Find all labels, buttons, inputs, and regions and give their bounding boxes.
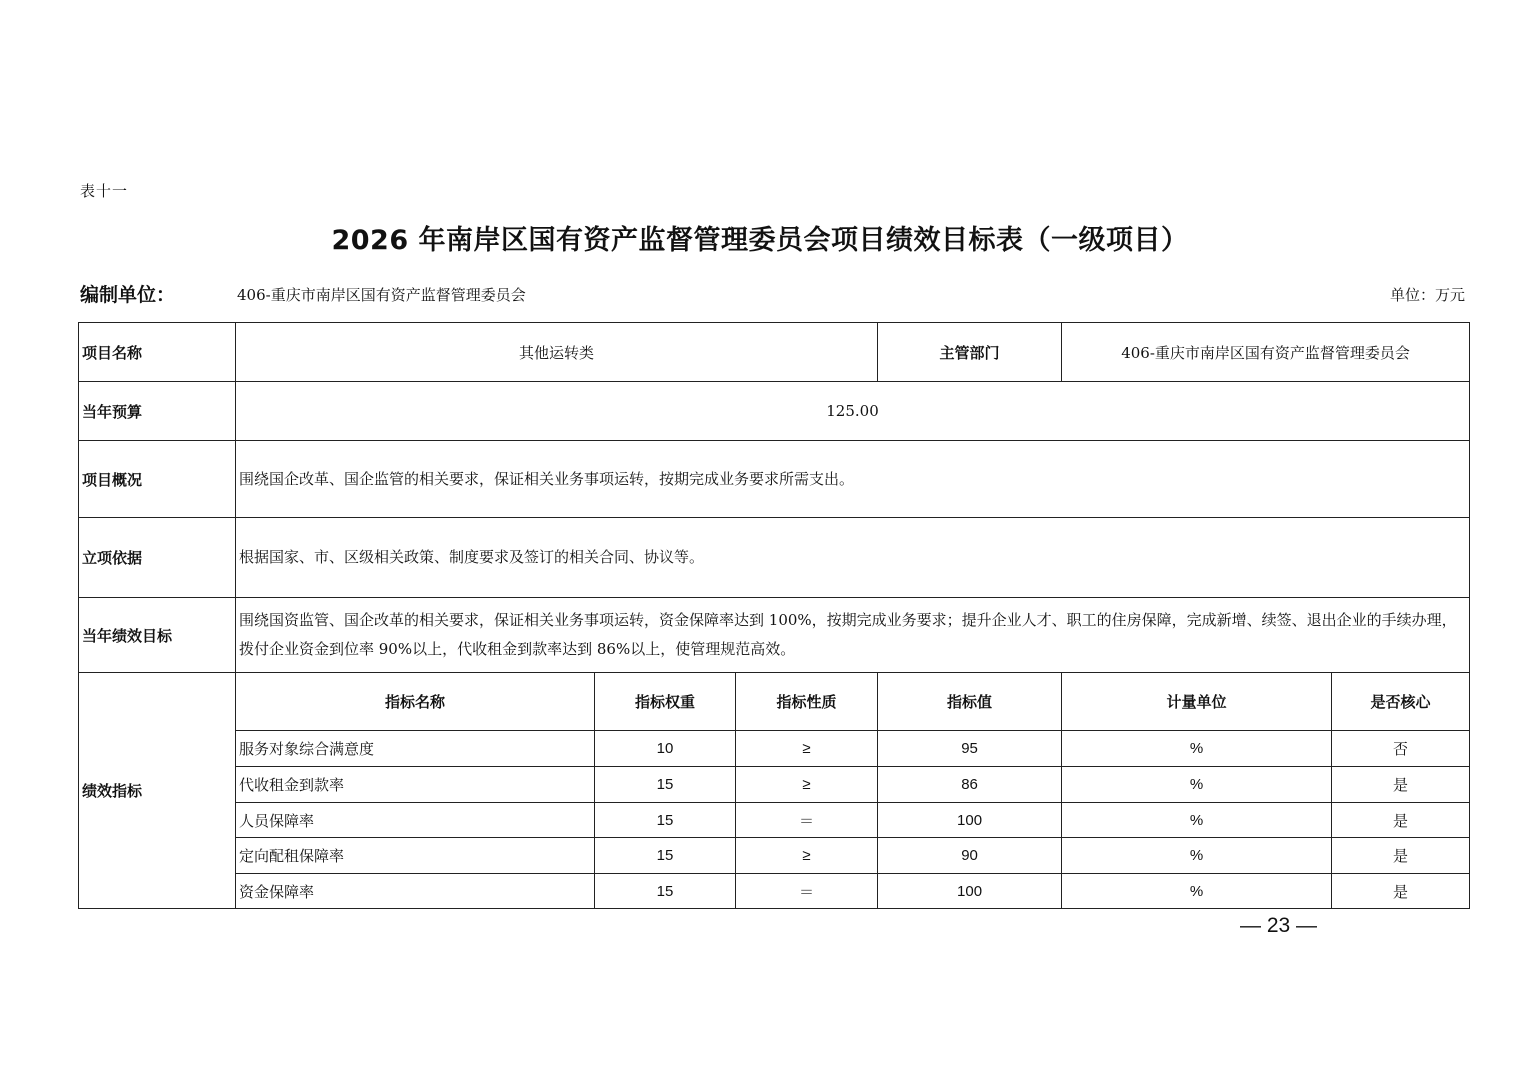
indicator-unit: % xyxy=(1062,874,1332,909)
indicator-nature: ＝ xyxy=(736,874,878,909)
indicator-nature: ≥ xyxy=(736,838,878,874)
indicator-unit: % xyxy=(1062,838,1332,874)
header-weight: 指标权重 xyxy=(595,673,736,731)
basis-value: 根据国家、市、区级相关政策、制度要求及签订的相关合同、协议等。 xyxy=(236,518,1470,598)
header-value: 指标值 xyxy=(878,673,1062,731)
table-row xyxy=(79,838,1470,874)
indicator-weight: 15 xyxy=(595,838,736,874)
indicator-name: 服务对象综合满意度 xyxy=(236,731,595,767)
header-indicator-name: 指标名称 xyxy=(236,673,595,731)
indicator-value: 90 xyxy=(878,838,1062,874)
indicator-core: 是 xyxy=(1332,838,1470,874)
project-name-value: 其他运转类 xyxy=(236,323,878,382)
indicator-value: 100 xyxy=(878,803,1062,838)
budget-label: 当年预算 xyxy=(79,382,236,441)
indicator-name: 代收租金到款率 xyxy=(236,767,595,803)
indicator-unit: % xyxy=(1062,731,1332,767)
table-row xyxy=(79,731,1470,767)
indicator-weight: 15 xyxy=(595,874,736,909)
compiling-unit-label: 编制单位： xyxy=(80,284,176,306)
row-budget xyxy=(79,382,1470,441)
indicator-weight: 10 xyxy=(595,731,736,767)
page-title: 2026 年南岸区国有资产监督管理委员会项目绩效目标表（一级项目） xyxy=(331,225,1189,256)
project-name-label: 项目名称 xyxy=(79,323,236,382)
table-row xyxy=(79,767,1470,803)
indicator-core: 是 xyxy=(1332,803,1470,838)
indicator-unit: % xyxy=(1062,767,1332,803)
basis-label: 立项依据 xyxy=(79,518,236,598)
table-row xyxy=(79,803,1470,838)
indicator-name: 人员保障率 xyxy=(236,803,595,838)
indicator-unit: % xyxy=(1062,803,1332,838)
indicator-value: 86 xyxy=(878,767,1062,803)
department-label: 主管部门 xyxy=(878,323,1062,382)
indicator-nature: ＝ xyxy=(736,803,878,838)
indicator-name: 定向配租保障率 xyxy=(236,838,595,874)
row-project-name xyxy=(79,323,1470,382)
goal-value: 围绕国资监管、国企改革的相关要求，保证相关业务事项运转，资金保障率达到 100%，按期完成业务要求；提升企业人才、职工的住房保障，完成新增、续签、退出企业的手续办理，拨付企业资金到位率 90%以上，代收租金到款率达到 86%以上，使管理规范高效。 xyxy=(236,598,1470,673)
indicator-nature: ≥ xyxy=(736,767,878,803)
compiling-unit-value: 406-重庆市南岸区国有资产监督管理委员会 xyxy=(237,286,526,304)
table-number: 表十一 xyxy=(80,182,129,200)
department-value: 406-重庆市南岸区国有资产监督管理委员会 xyxy=(1062,323,1470,382)
overview-value: 围绕国企改革、国企监管的相关要求，保证相关业务事项运转，按期完成业务要求所需支出。 xyxy=(236,441,1470,518)
indicator-core: 是 xyxy=(1332,767,1470,803)
header-nature: 指标性质 xyxy=(736,673,878,731)
indicator-core: 否 xyxy=(1332,731,1470,767)
header-core: 是否核心 xyxy=(1332,673,1470,731)
page-number: — 23 — xyxy=(1240,914,1318,937)
table-row xyxy=(79,874,1470,909)
row-goal xyxy=(79,598,1470,673)
indicator-nature: ≥ xyxy=(736,731,878,767)
row-basis xyxy=(79,518,1470,598)
performance-table xyxy=(78,322,1470,909)
indicator-value: 100 xyxy=(878,874,1062,909)
budget-value: 125.00 xyxy=(236,382,1470,441)
indicator-value: 95 xyxy=(878,731,1062,767)
overview-label: 项目概况 xyxy=(79,441,236,518)
indicator-core: 是 xyxy=(1332,874,1470,909)
indicator-name: 资金保障率 xyxy=(236,874,595,909)
indicator-header-row xyxy=(79,673,1470,731)
indicator-weight: 15 xyxy=(595,803,736,838)
indicators-label: 绩效指标 xyxy=(79,673,236,909)
header-unit: 计量单位 xyxy=(1062,673,1332,731)
row-overview xyxy=(79,441,1470,518)
measure-unit: 单位：万元 xyxy=(1389,286,1465,304)
indicator-weight: 15 xyxy=(595,767,736,803)
goal-label: 当年绩效目标 xyxy=(79,598,236,673)
